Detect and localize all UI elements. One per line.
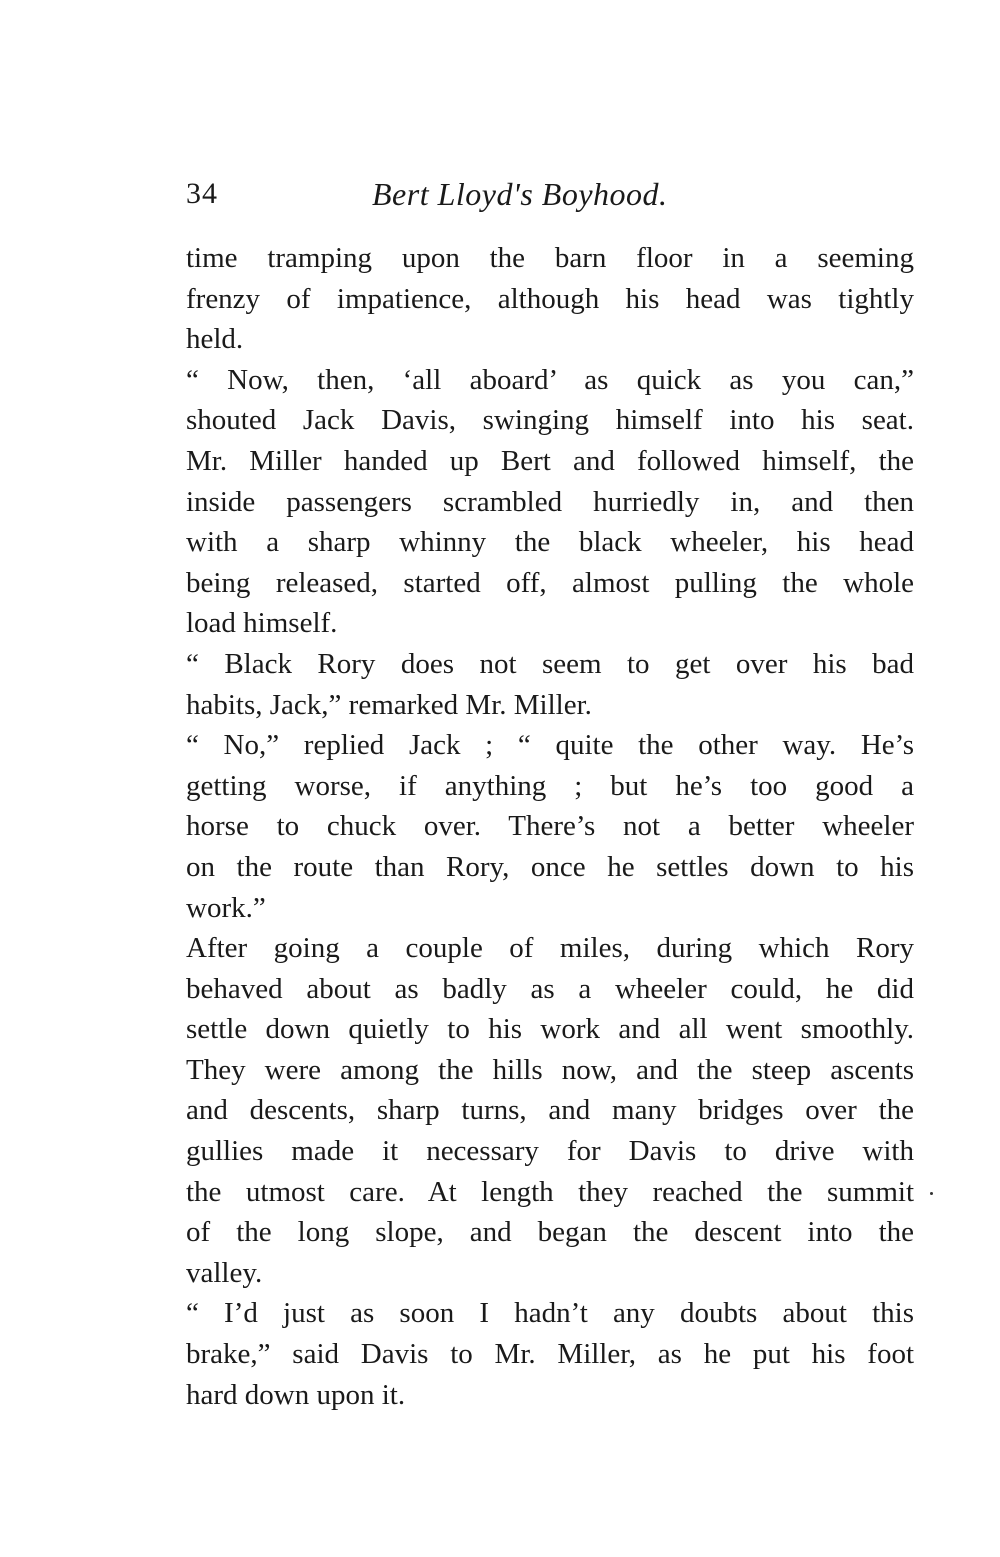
text-line: settle down quietly to his work and all went smoothly. [186,1013,914,1046]
text-line: getting worse, if anything ; but he’s too good a [186,769,914,802]
text-line: They were among the hills now, and the steep ascents [186,1053,914,1086]
text-line: and descents, sharp turns, and many bridges over the [186,1094,914,1127]
text-line: horse to chuck over. There’s not a better wheeler [186,810,914,843]
book-title: Bert Lloyd's Boyhood. [372,176,668,212]
running-head [186,172,914,216]
text-line: brake,” said Davis to Mr. Miller, as he put his foot [186,1338,914,1371]
text-line: the utmost care. At length they reached the summit [186,1175,914,1208]
text-line: hard down upon it. [186,1378,406,1411]
text-line: “ Black Rory does not seem to get over his bad [186,647,914,680]
text-line: habits, Jack,” remarked Mr. Miller. [186,688,592,721]
text-line: shouted Jack Davis, swinging himself into his seat. [186,404,914,437]
text-line: valley. [186,1256,263,1289]
text-line: held. [186,323,244,356]
page-number: 34 [186,177,218,210]
text-line: time tramping upon the barn floor in a seeming [186,242,914,274]
text-line: “ I’d just as soon I hadn’t any doubts about this [186,1297,914,1330]
text-line: load himself. [186,607,338,640]
text-line: work.” [186,891,266,924]
text-line: frenzy of impatience, although his head was tightly [186,282,914,315]
text-line: being released, started off, almost pulling the whole [186,566,914,599]
text-line: behaved about as badly as a wheeler could, he did [186,972,914,1005]
body-text [186,238,914,1415]
text-line: with a sharp whinny the black wheeler, his head [186,526,914,559]
text-line: gullies made it necessary for Davis to drive with [186,1135,914,1168]
text-line: “ Now, then, ‘all aboard’ as quick as you can,” [186,363,914,396]
text-line: inside passengers scrambled hurriedly in, and then [186,485,914,518]
text-line: on the route than Rory, once he settles down to his [186,850,914,883]
text-line: Mr. Miller handed up Bert and followed himself, the [186,444,914,477]
text-line: “ No,” replied Jack ; “ quite the other way. He’s [186,729,914,762]
text-line: After going a couple of miles, during which Rory [186,932,914,965]
text-line: of the long slope, and began the descent into the [186,1216,914,1249]
stray-ink-mark [930,1192,933,1195]
